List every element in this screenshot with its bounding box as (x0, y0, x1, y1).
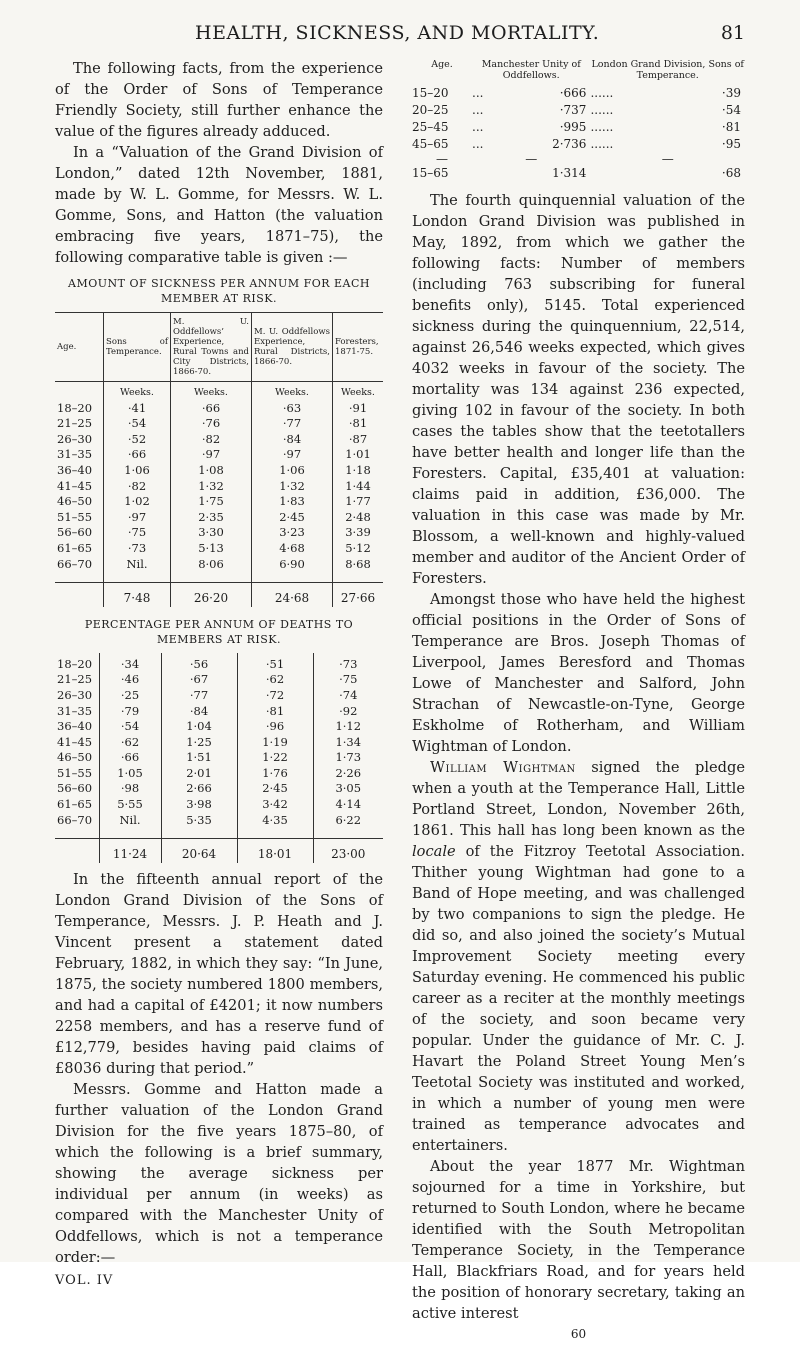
table-cell: ·68 (721, 166, 741, 180)
column-header: Sons of Temperance. (104, 313, 171, 382)
sickness-table-caption: AMOUNT OF SICKNESS PER ANNUM FOR EACH MEMBER AT RISK. (68, 277, 370, 305)
table-cell: 3·23 (252, 525, 333, 541)
table-cell: ·97 (252, 447, 333, 463)
table-cell: 1·06 (252, 463, 333, 479)
table-cell: 1·34 (313, 735, 383, 751)
table-cell: 1·83 (252, 494, 333, 510)
wightman-name: William Wightman (430, 759, 576, 776)
table-cell: 51–55 (57, 509, 93, 524)
table-cell: ·81 (237, 704, 313, 720)
table-row (55, 735, 383, 751)
table-cell: 18–20 (57, 400, 93, 415)
table-cell: 20·64 (161, 839, 237, 863)
table-row (55, 719, 383, 735)
table-row (55, 541, 383, 557)
table-cell: ·77 (252, 416, 333, 432)
table-row (55, 382, 383, 401)
table-row (55, 704, 383, 720)
table-row (55, 432, 383, 448)
table-cell: 1·18 (333, 463, 384, 479)
table-cell: 61–65 (57, 797, 93, 812)
table-cell: ·84 (252, 432, 333, 448)
table-cell: ·97 (104, 510, 171, 526)
table-row (412, 102, 745, 119)
table-row (55, 510, 383, 526)
table-cell: ·54 (104, 416, 171, 432)
table-cell: 8·06 (171, 557, 252, 583)
table-cell: ·51 (237, 653, 313, 673)
table-row (412, 119, 745, 136)
table-cell: 20–25 (412, 103, 449, 117)
table-cell: ·73 (104, 541, 171, 557)
table-cell: ...... (590, 103, 614, 117)
table-row (55, 494, 383, 510)
table-cell: ·91 (333, 401, 384, 417)
table-cell: ... (472, 103, 484, 117)
table-row (55, 416, 383, 432)
table-cell: 5·12 (333, 541, 384, 557)
table-cell: ·995 (559, 120, 587, 134)
left-column (55, 58, 383, 1291)
table-cell: 2·26 (313, 766, 383, 782)
table-cell: 61–65 (57, 540, 93, 555)
column-header: M. U. Oddfellows Experience, Rural Districts, 1866-70. (252, 313, 333, 382)
table-cell: ·66 (104, 447, 171, 463)
table-cell: ·81 (721, 120, 741, 134)
column-header: Manchester Unity of Oddfellows. (481, 59, 581, 81)
table-cell: ·54 (99, 719, 161, 735)
table-cell: 15–65 (412, 166, 449, 180)
dash-cell: — (525, 152, 538, 166)
table-cell: 3·05 (313, 781, 383, 797)
table-cell: 2·45 (237, 781, 313, 797)
table-row (412, 85, 745, 102)
table-cell: ·92 (313, 704, 383, 720)
table-cell: 45–65 (412, 137, 449, 151)
table-row (55, 463, 383, 479)
table-cell (55, 839, 99, 863)
table-cell: 36–40 (57, 719, 93, 734)
table-cell: 1·32 (252, 479, 333, 495)
table-cell: 1·12 (313, 719, 383, 735)
table-row (55, 813, 383, 839)
running-title: HEALTH, SICKNESS, AND MORTALITY. (195, 22, 600, 44)
column-header: Age. (431, 59, 453, 70)
table-cell: 56–60 (57, 781, 93, 796)
table-cell: 26·20 (171, 583, 252, 607)
page-number: 81 (720, 22, 745, 44)
table-cell: 41–45 (57, 478, 93, 493)
table-cell: 5·35 (161, 813, 237, 839)
table-cell: ·41 (104, 401, 171, 417)
paragraph-valuation-1881: In a “Valuation of the Grand Division of London,” dated 12th November, 1881, made by W. L. Gomme, for Messrs. W. L. Gomme, Sons, and Hatton (the valuation embracing five years, 1871–75), the following comparative table is given :— (55, 144, 383, 266)
table-cell: ·63 (252, 401, 333, 417)
dash-cell: — (661, 152, 674, 166)
table-cell: 4·14 (313, 797, 383, 813)
table-row (412, 165, 745, 182)
table-cell (472, 165, 499, 182)
comparison-table-header-row (412, 58, 745, 85)
table-cell: ·75 (104, 525, 171, 541)
table-cell: ·34 (99, 653, 161, 673)
table-row (55, 401, 383, 417)
table-cell: ·73 (313, 653, 383, 673)
table-cell: ·84 (161, 704, 237, 720)
table-cell: 66–70 (57, 556, 93, 571)
paragraph-yorkshire: About the year 1877 Mr. Wightman sojourned for a time in Yorkshire, but returned to South London, where he became identified with the South Metropolitan Temperance Society, in the Temperance Hall, Blackfriars Road, and for years held the position of honorary secretary, taking an active interest (412, 1158, 745, 1322)
table-cell: Weeks. (171, 382, 252, 401)
table-cell: 31–35 (57, 447, 93, 462)
table-cell: 1·08 (171, 463, 252, 479)
table-cell: 66–70 (57, 812, 93, 827)
table-cell: 2·01 (161, 766, 237, 782)
table-cell: Nil. (99, 813, 161, 839)
table-cell: 18·01 (237, 839, 313, 863)
table-cell (55, 583, 104, 607)
table-cell: 1·22 (237, 750, 313, 766)
table-cell: Weeks. (333, 382, 384, 401)
table-cell: ·72 (237, 688, 313, 704)
sickness-table (55, 312, 383, 607)
table-row (55, 781, 383, 797)
table-cell: 56–60 (57, 525, 93, 540)
table-row (412, 136, 745, 153)
table-cell: ·87 (333, 432, 384, 448)
table-cell: 26–30 (57, 431, 93, 446)
table-cell: ... (472, 137, 484, 151)
table-cell: 3·98 (161, 797, 237, 813)
table-row (55, 447, 383, 463)
table-cell: ·76 (171, 416, 252, 432)
column-header: Age. (55, 313, 104, 382)
table-cell: 1·314 (552, 166, 587, 180)
table-cell: Weeks. (104, 382, 171, 401)
table-divider-row (412, 153, 745, 165)
table-cell: ·98 (99, 781, 161, 797)
table-cell: ·96 (237, 719, 313, 735)
table-cell: ·66 (99, 750, 161, 766)
locale-word: locale (412, 843, 456, 860)
table-row (55, 525, 383, 541)
table-cell: 1·05 (99, 766, 161, 782)
table-cell: 36–40 (57, 462, 93, 477)
table-row (55, 688, 383, 704)
table-cell: ·74 (313, 688, 383, 704)
sickness-table-header-row (55, 313, 383, 382)
table-cell: 1·01 (333, 447, 384, 463)
table-row (55, 557, 383, 583)
table-cell: ·737 (559, 103, 587, 117)
table-cell (55, 382, 104, 401)
table-cell: 1·04 (161, 719, 237, 735)
table-cell: 2·45 (252, 510, 333, 526)
table-cell: 7·48 (104, 583, 171, 607)
table-cell: ·62 (237, 672, 313, 688)
table-cell: ·54 (721, 103, 741, 117)
table-cell: 1·06 (104, 463, 171, 479)
table-cell: ·79 (99, 704, 161, 720)
table-row (55, 766, 383, 782)
table-cell: 5·13 (171, 541, 252, 557)
table-cell: 2·35 (171, 510, 252, 526)
signature-folio: 60 (570, 1327, 587, 1341)
table-row (55, 583, 383, 607)
table-cell: 25–45 (412, 120, 449, 134)
table-row (55, 797, 383, 813)
table-cell: ... (472, 120, 484, 134)
table-cell: Nil. (104, 557, 171, 583)
table-cell: ·81 (333, 416, 384, 432)
paragraph-fourth-valuation: The fourth quinquennial valuation of the London Grand Division was published in May, 1892, from which we gather the following facts: Number of members (including 763 subscribing for funeral benefits only), 5145. Total experienced sickness during the quinquennium, 22,514, against 26,546 weeks expected, which gives 4032 weeks in favour of the society. The mortality was 134 against 236 expected, giving 102 in favour of the society. In both cases the tables show that the teetotallers have better health and longer life than the Foresters. Capital, £35,401 at valuation: claims paid in addition, £36,000. The valuation in this case was made by Mr. Blossom, a well-known and highly-valued member and auditor of the Ancient Order of Foresters. (412, 192, 745, 587)
table-cell: 1·73 (313, 750, 383, 766)
table-cell: 24·68 (252, 583, 333, 607)
table-cell: 1·76 (237, 766, 313, 782)
table-cell: 1·75 (171, 494, 252, 510)
table-row (55, 750, 383, 766)
table-cell: 46–50 (57, 750, 93, 765)
table-cell: ...... (590, 120, 614, 134)
table-cell: 21–25 (57, 672, 93, 687)
table-cell: 41–45 (57, 734, 93, 749)
table-cell: 15–20 (412, 86, 449, 100)
column-header: M. U. Oddfellows’ Experience, Rural Towns and City Districts, 1866-70. (171, 313, 252, 382)
table-cell: 51–55 (57, 765, 93, 780)
table-cell: ·52 (104, 432, 171, 448)
paragraph-wightman (412, 757, 745, 1156)
table-cell: 3·42 (237, 797, 313, 813)
table-cell: ·95 (721, 137, 741, 151)
table-cell: 26–30 (57, 687, 93, 702)
table-cell: 31–35 (57, 703, 93, 718)
table-cell: 1·02 (104, 494, 171, 510)
column-header: Foresters, 1871-75. (333, 313, 384, 382)
table-cell: 27·66 (333, 583, 384, 607)
table-row (55, 479, 383, 495)
table-cell: ·67 (161, 672, 237, 688)
table-cell: ·25 (99, 688, 161, 704)
table-cell: ·82 (171, 432, 252, 448)
table-cell: 11·24 (99, 839, 161, 863)
comparison-table (412, 58, 745, 182)
table-cell: ·75 (313, 672, 383, 688)
table-cell: ... (472, 86, 484, 100)
running-header (55, 22, 745, 50)
table-cell: ...... (590, 86, 614, 100)
table-cell: 8·68 (333, 557, 384, 583)
deaths-table (55, 653, 383, 863)
volume-signature: VOL. IV (55, 1272, 114, 1288)
table-cell: ·66 (171, 401, 252, 417)
table-cell: ·97 (171, 447, 252, 463)
column-header: London Grand Division, Sons of Temperance. (591, 59, 744, 81)
deaths-table-caption: PERCENTAGE PER ANNUM OF DEATHS TO MEMBERS AT RISK. (84, 617, 354, 646)
table-row (55, 839, 383, 863)
table-cell: 3·39 (333, 525, 384, 541)
table-cell: ·46 (99, 672, 161, 688)
table-cell: 1·32 (171, 479, 252, 495)
wightman-text-b: of the Fitzroy Teetotal Association. Thither young Wightman had gone to a Band of Hope meeting, and was challenged by two companions to sign the pledge. He did so, and also joined the society’s Mutual Improvement Society meeting every Saturday evening. He commenced his public career as a reciter at the monthly meetings of the society, and soon became very popular. Under the guidance of Mr. C. J. Havart the Poland Street Young Men’s Teetotal Society was instituted and worked, in which a number of young men were trained as temperance advocates and entertainers. (412, 843, 745, 1154)
table-cell: 6·90 (252, 557, 333, 583)
table-cell: 4·35 (237, 813, 313, 839)
table-cell: 6·22 (313, 813, 383, 839)
table-row (55, 672, 383, 688)
paragraph-intro: The following facts, from the experience of the Order of Sons of Temperance Friendly Society, still further enhance the value of the figures already adduced. (55, 60, 383, 140)
table-cell: 21–25 (57, 416, 93, 431)
dash-cell: — (436, 152, 448, 166)
table-cell: 1·77 (333, 494, 384, 510)
table-cell: ·82 (104, 479, 171, 495)
table-cell: ...... (590, 137, 614, 151)
table-cell: 23·00 (313, 839, 383, 863)
table-cell: 46–50 (57, 494, 93, 509)
paragraph-further-valuation: Messrs. Gomme and Hatton made a further valuation of the London Grand Division for the five years 1875–80, of which the following is a brief summary, showing the average sickness per individual per annum (in weeks) as compared with the Manchester Unity of Oddfellows, which is not a temperance order:— (55, 1080, 383, 1266)
table-row (55, 653, 383, 673)
table-cell: 1·44 (333, 479, 384, 495)
table-cell: 1·19 (237, 735, 313, 751)
table-cell: 1·51 (161, 750, 237, 766)
right-column (412, 58, 745, 1345)
table-cell: ·56 (161, 653, 237, 673)
table-cell: 3·30 (171, 525, 252, 541)
table-cell: ·666 (559, 86, 587, 100)
wightman-text-a: signed the pledge when a youth at the Temperance Hall, Little Portland Street, London, November 26th, 1861. This hall has long been known as the (412, 759, 745, 839)
table-cell: 4·68 (252, 541, 333, 557)
paragraph-officials: Amongst those who have held the highest official positions in the Order of Sons of Temperance are Bros. Joseph Thomas of Liverpool, James Beresford and Thomas Lowe of Manchester and Salford, John Strachan of Newcastle-on-Tyne, George Eskholme of Rotherham, and William Wightman of London. (412, 591, 745, 755)
table-cell: 2·48 (333, 510, 384, 526)
table-cell: ·39 (721, 86, 741, 100)
table-cell: 2·736 (552, 137, 587, 151)
table-cell: 18–20 (57, 656, 93, 671)
table-cell: 1·25 (161, 735, 237, 751)
table-cell: ·77 (161, 688, 237, 704)
table-cell (590, 165, 667, 182)
table-cell: 2·66 (161, 781, 237, 797)
paragraph-fifteenth-report: In the fifteenth annual report of the London Grand Division of the Sons of Temperance, Messrs. J. P. Heath and J. Vincent present a statement dated February, 1882, in which they say: “In June, 1875, the society numbered 1800 members, and had a capital of £4201; it now numbers 2258 members, and has a reserve fund of £12,779, besides having paid claims of £8036 during that period.” (55, 870, 383, 1077)
table-cell: 5·55 (99, 797, 161, 813)
table-cell: Weeks. (252, 382, 333, 401)
table-cell: ·62 (99, 735, 161, 751)
